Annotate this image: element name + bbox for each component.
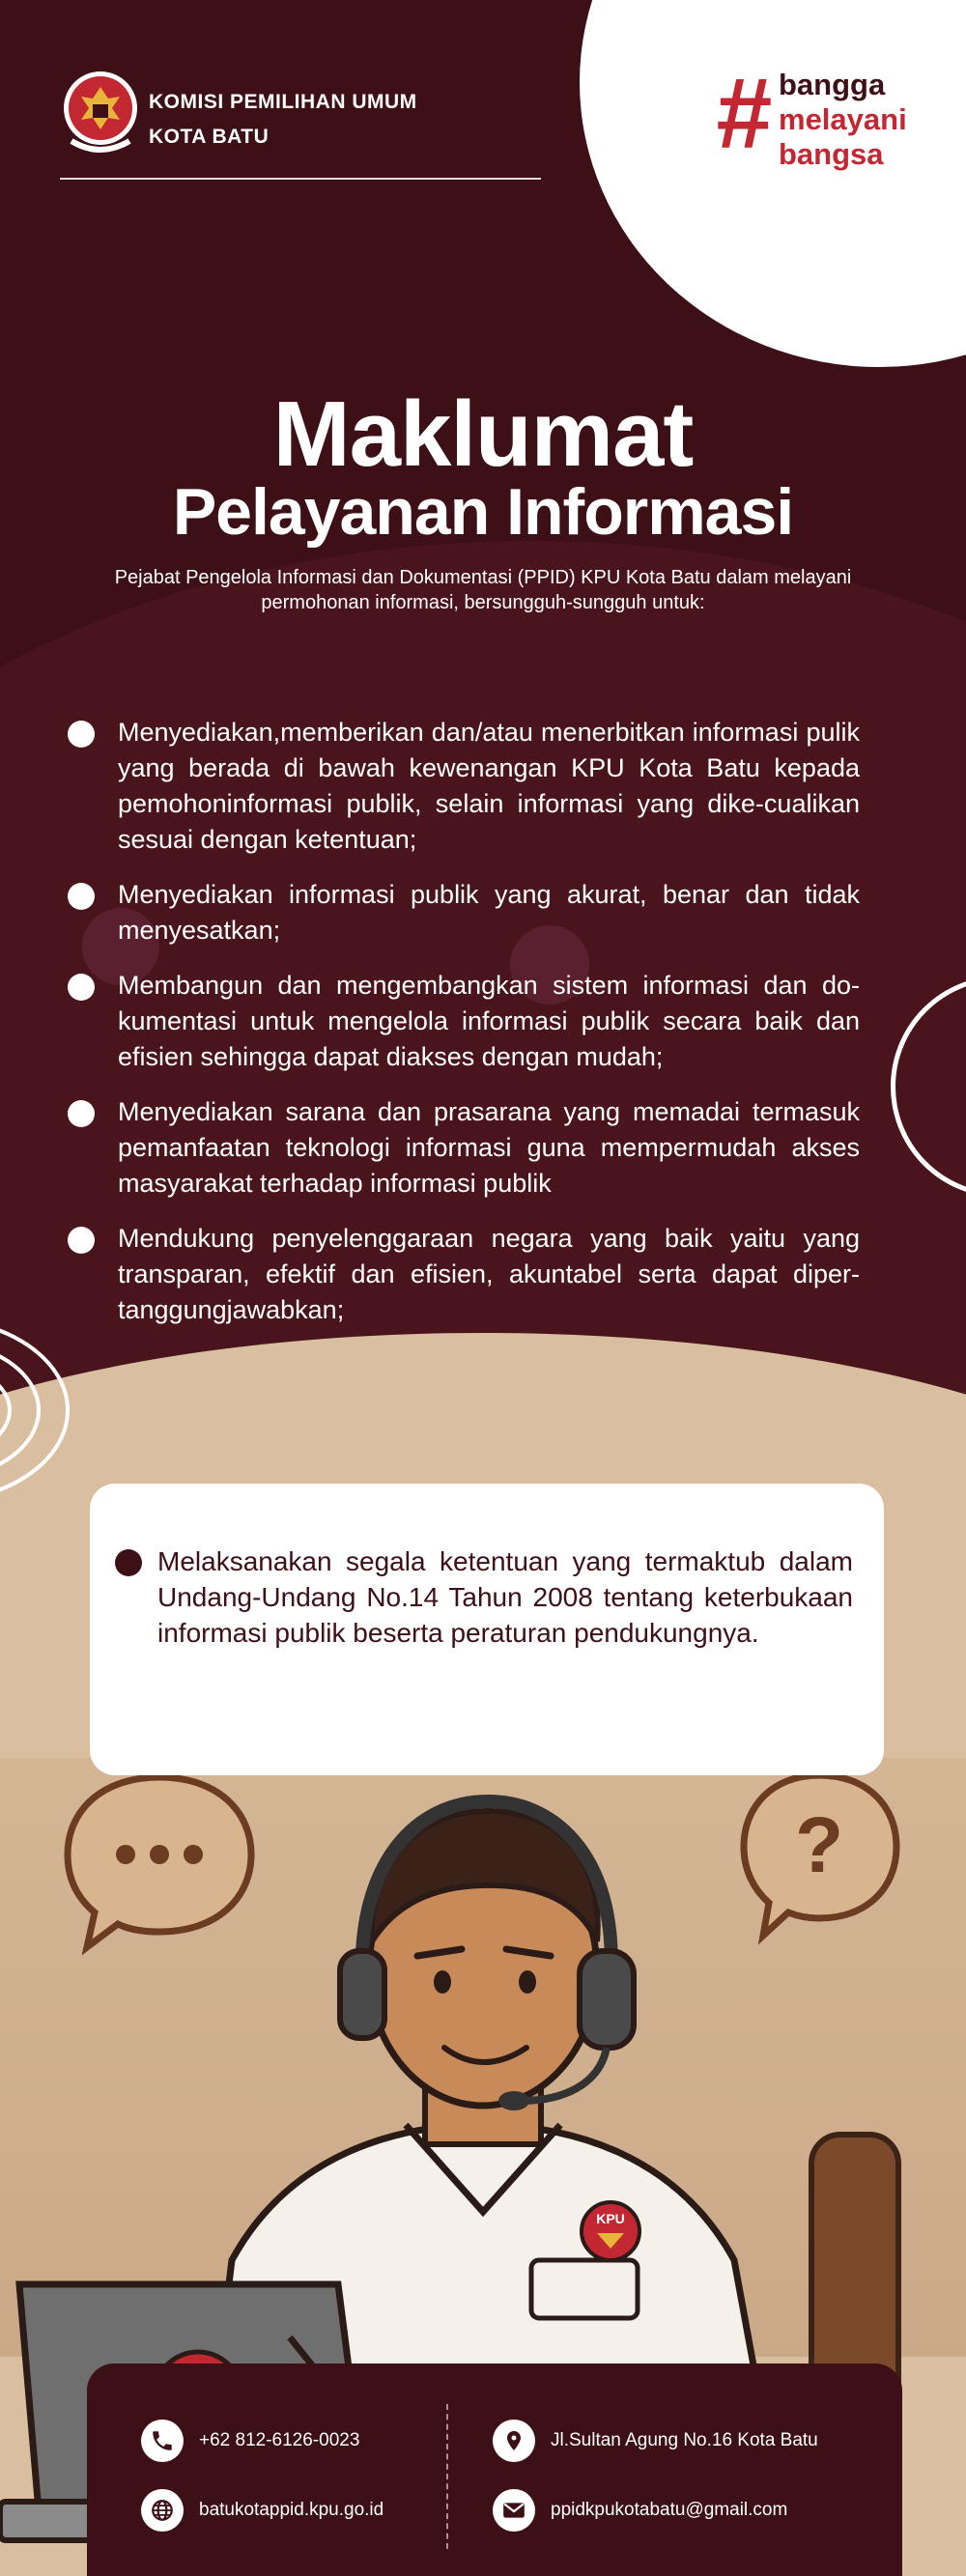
address-text: Jl.Sultan Agung No.16 Kota Batu xyxy=(551,2430,818,2450)
bullet-icon xyxy=(68,974,95,1001)
list-item xyxy=(68,715,860,858)
bullet-icon xyxy=(68,1227,95,1254)
list-item-text: Membangun dan mengembangkan sistem informasi dan do-kumentasi untuk mengelola informasi publik secara baik dan efisien sehingga dapat diakses dengan mudah; xyxy=(118,971,860,1071)
intro-text: Pejabat Pengelola Informasi dan Dokumentasi (PPID) KPU Kota Batu dalam melayani permohonan informasi, bersungguh-sungguh untuk: xyxy=(114,567,852,613)
list-item xyxy=(68,1221,860,1328)
email-text: ppidkpukotabatu@gmail.com xyxy=(551,2500,788,2520)
org-name-line1: KOMISI PEMILIHAN UMUM xyxy=(149,91,417,113)
footer-divider xyxy=(446,2404,448,2549)
ellipsis-bubble-icon xyxy=(68,1777,251,1947)
hashtag-mark: # xyxy=(715,58,771,170)
page-subtitle: Pelayanan Informasi xyxy=(172,475,794,549)
commitment-card xyxy=(90,1484,884,1775)
list-item xyxy=(68,1094,860,1202)
mail-icon xyxy=(493,2489,535,2532)
list-item-text: Menyediakan sarana dan prasarana yang memadai termasuk pemanfaatan teknologi informasi guna mempermudah akses masyarakat terhadap informasi publik xyxy=(118,1097,860,1198)
bullet-icon xyxy=(68,883,95,910)
kpu-logo xyxy=(60,66,141,158)
page-title: Maklumat xyxy=(272,382,694,486)
decorative-rings xyxy=(0,1314,87,1507)
location-pin-icon xyxy=(493,2420,535,2462)
contact-footer xyxy=(87,2364,902,2576)
bullet-icon xyxy=(115,1549,142,1576)
list-item xyxy=(68,968,860,1075)
card-item-text: Melaksanakan segala ketentuan yang termaktub dalam Undang-Undang No.14 Tahun 2008 tentang keterbukaan informasi publik beserta peraturan pendukungnya. xyxy=(157,1546,853,1648)
list-item-text: Menyediakan informasi publik yang akurat, benar dan tidak menyesatkan; xyxy=(118,880,860,945)
list-item xyxy=(68,877,860,948)
address-contact[interactable] xyxy=(493,2420,818,2462)
email-contact[interactable] xyxy=(493,2489,787,2532)
question-bubble-icon xyxy=(744,1775,896,1936)
list-item-text: Mendukung penyelenggaraan negara yang baik yaitu yang transparan, efektif dan efisien, akuntabel serta dapat diper-tanggungjawabkan; xyxy=(118,1224,860,1324)
tagline xyxy=(779,68,907,172)
tagline-word: bangga xyxy=(779,68,886,101)
list-item-text: Menyediakan,memberikan dan/atau menerbitkan informasi pulik yang berada di bawah kewenangan KPU Kota Batu kepada pemohoninformasi publik, selain informasi yang dike-cualikan sesuai dengan ketentuan; xyxy=(118,718,860,854)
svg-text:KPU: KPU xyxy=(596,2211,625,2226)
phone-icon xyxy=(141,2420,184,2462)
tagline-word: melayani xyxy=(779,102,907,136)
svg-text:?: ? xyxy=(794,1801,844,1889)
website-contact[interactable] xyxy=(141,2489,384,2532)
header-divider xyxy=(60,178,541,180)
phone-contact[interactable] xyxy=(141,2420,359,2462)
organization-name xyxy=(149,85,417,155)
tagline-word: bangsa xyxy=(779,137,884,171)
card-list-item xyxy=(115,1543,853,1651)
promise-list xyxy=(68,715,860,1328)
bullet-icon xyxy=(68,1100,95,1127)
phone-number: +62 812-6126-0023 xyxy=(199,2430,360,2450)
org-name-line2: KOTA BATU xyxy=(149,126,270,148)
website-text: batukotappid.kpu.go.id xyxy=(199,2500,384,2520)
bullet-icon xyxy=(68,721,95,748)
globe-icon xyxy=(141,2489,184,2532)
